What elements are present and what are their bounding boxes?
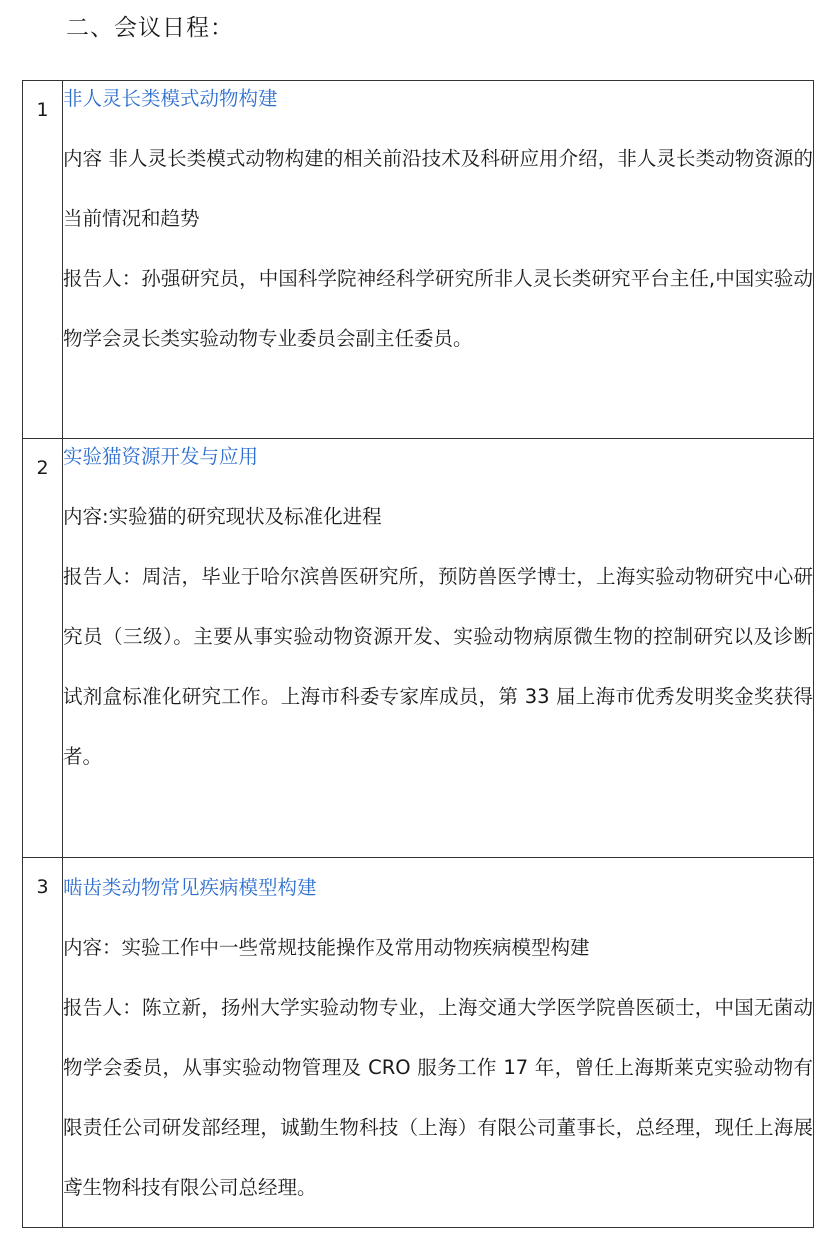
item-topic[interactable]: 非人灵长类模式动物构建 [63, 87, 278, 110]
item-content: 内容 非人灵长类模式动物构建的相关前沿技术及科研应用介绍，非人灵长类动物资源的当前情况和趋势 [63, 147, 813, 230]
item-topic[interactable]: 啮齿类动物常见疾病模型构建 [63, 876, 317, 899]
item-number: 3 [36, 876, 49, 898]
agenda-row [23, 858, 814, 1228]
item-speaker: 报告人：陈立新，扬州大学实验动物专业，上海交通大学医学院兽医硕士，中国无菌动物学会委员，从事实验动物管理及 CRO 服务工作 17 年，曾任上海斯莱克实验动物有限责任公司研发部经理，诚勤生物科技（上海）有限公司董事长，总经理，现任上海展鸢生物科技有限公司总经理。 [63, 996, 813, 1199]
item-topic[interactable]: 实验猫资源开发与应用 [63, 445, 259, 468]
item-number: 1 [36, 99, 49, 121]
section-title: 二、会议日程： [66, 15, 234, 41]
item-speaker: 报告人：孙强研究员，中国科学院神经科学研究所非人灵长类研究平台主任,中国实验动物学会灵长类实验动物专业委员会副主任委员。 [63, 267, 813, 350]
agenda-table [22, 80, 814, 1228]
item-number: 2 [36, 457, 49, 479]
item-details-cell [63, 858, 814, 1228]
item-content: 内容:实验猫的研究现状及标准化进程 [63, 505, 382, 528]
item-details-cell [63, 439, 814, 858]
agenda-row [23, 81, 814, 439]
agenda-row [23, 439, 814, 858]
item-number-cell [23, 439, 63, 858]
item-number-cell [23, 858, 63, 1228]
item-content: 内容：实验工作中一些常规技能操作及常用动物疾病模型构建 [63, 936, 590, 959]
item-details-cell [63, 81, 814, 439]
item-number-cell [23, 81, 63, 439]
item-speaker: 报告人：周洁，毕业于哈尔滨兽医研究所，预防兽医学博士，上海实验动物研究中心研究员（三级）。主要从事实验动物资源开发、实验动物病原微生物的控制研究以及诊断试剂盒标准化研究工作。上海市科委专家库成员，第 33 届上海市优秀发明奖金奖获得者。 [63, 565, 813, 768]
